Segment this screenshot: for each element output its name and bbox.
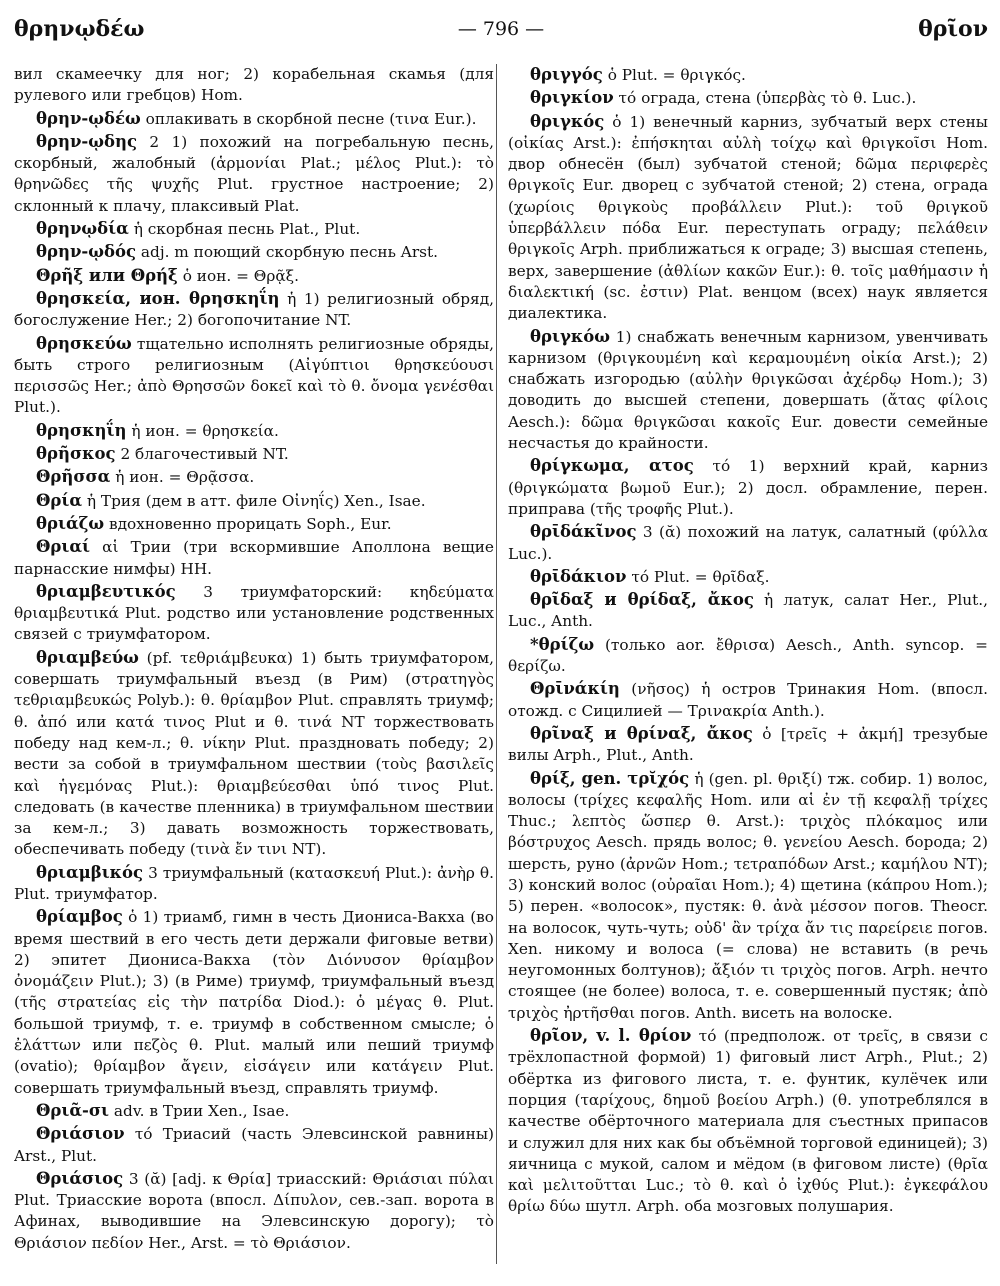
entry-headword: Θριάσιον <box>36 1124 125 1144</box>
dictionary-entry <box>14 443 494 465</box>
dictionary-entry <box>14 513 494 535</box>
dictionary-entry <box>14 1123 494 1167</box>
dictionary-entry <box>508 326 988 455</box>
dictionary-entry <box>508 455 988 520</box>
entry-headword: θριγκόω <box>530 326 610 346</box>
dictionary-entry <box>508 768 988 1025</box>
dictionary-entry <box>508 64 988 86</box>
entry-headword: Θριαί <box>36 537 91 557</box>
entry-headword: θριαμβευτικός <box>36 581 176 601</box>
dictionary-entry <box>14 420 494 442</box>
entry-text: ὁ 1) венечный карниз, зубчатый верх стены (οἰκίας Arst.): ἐπήσκηται αὐλὴ τοίχῳ καὶ θριγκοῖσι Hom. двор обнесён (был) зубчатой стеной; δῶμα περιφερὲς θριγκοῖς Eur. дворец с зубчатой стеной; 2) стена, ограда (χωρίοις θριγκοὺς προβάλλειν Plut.): τοῦ θριγκοῦ ὑπερβάλλειν πόδα Eur. переступать ограду; πελάθειν θριγκοῖς Arph. приближаться к ограде; 3) высшая степень, верх, завершение (ἀθλίων κακῶν Eur.): θ. τοῖς μαθήμασιν ἡ διαλεκτική (sc. ἐστιν) Plat. венцом (всех) наук является диалектика. <box>508 112 988 323</box>
entry-text: вдохновенно прорицать Soph., Eur. <box>109 514 392 533</box>
entry-text: ἡ ион. = Θρᾷσσα. <box>115 468 255 487</box>
dictionary-entry <box>14 1168 494 1254</box>
dictionary-entry <box>14 647 494 861</box>
entry-text: τό Триасий (часть Элевсинской равнины) Arst., Plut. <box>14 1125 494 1165</box>
entry-text: 3 (ᾰ) [adj. к Θρία] триасский: Θριάσιαι πύλαι Plut. Триасские ворота (впосл. Δίπυλον, сев.-зап. ворота в Афинах, выводившие на Элевсинскую дорогу); τὸ Θριάσιον πεδίον Her., Arst. = τὸ Θριάσιον. <box>14 1169 494 1252</box>
entry-text: оплакивать в скорбной песне (τινα Eur.). <box>145 109 477 128</box>
entry-headword: θρηνῳδία <box>36 219 129 239</box>
entry-text: adj. m поющий скорбную песнь Arst. <box>140 243 439 262</box>
entry-headword: θρῖναξ и θρίναξ, ἄκος <box>530 723 753 743</box>
dictionary-entry <box>14 536 494 580</box>
entry-text: ἡ (gen. pl. θριξί) тж. собир. 1) волос, волосы (τρίχες κεφαλῆς Hom. или αἱ ἐν τῇ κεφαλῇ τρίχες Thuc.; λεπτὸς ὥσπερ θ. Arst.): τριχὸς πλόκαμος или βόστρυχος Aesch. прядь волос; θ. γενείου Aesch. борода; 2) шерсть, руно (ἀρνῶν Hom.; τετραπόδων Arst.; καμήλου NT); 3) конский волос (οὐραῖαι Hom.); 4) щетина (κάπρου Hom.); 5) перен. «волосок», пустяк: θ. ἀνὰ μέσσον погов. Theocr. на волосок, чуть-чуть; οὐδ' ἂν τρίχα ἄν τις παρείρειε погов. Xen. никому и волоса (= слова) не вставить (в речь неугомонных болтунов); ἄξιόν τι τριχὸς погов. Arph. нечто стоящее (не более) волоса, т. е. совершенный пустяк; ἀπὸ τριχὸς ἠρτῆσθαι погов. Anth. висеть на волоске. <box>508 769 988 1022</box>
entry-text: ὁ [τρεῖς + ἀκμή] трезубые вилы Arph., Plut., Anth. <box>508 724 988 765</box>
dictionary-entry <box>14 333 494 419</box>
entry-text: 3 триумфаторский: κηδεύματα θριαμβευτικά Plut. родство или установление родственных связей с триумфатором. <box>14 582 494 644</box>
entry-headword: θριάζω <box>36 513 105 533</box>
entry-text: 3 (ᾰ) похожий на латук, салатный (φύλλα Luc.). <box>508 523 988 563</box>
dictionary-entry <box>508 521 988 565</box>
entry-headword: θρίγκωμα, ατος <box>530 456 694 476</box>
entry-headword: Θριᾶ-σι <box>36 1100 110 1120</box>
entry-headword: Θρῆσσα <box>36 467 111 487</box>
dictionary-entry <box>14 265 494 287</box>
dictionary-entry <box>508 111 988 325</box>
running-head-left: θρηνῳδέω <box>14 16 145 42</box>
dictionary-entry <box>14 466 494 488</box>
entry-headword: θρῑδάκιον <box>530 566 627 586</box>
entry-headword: θρῖον, v. l. θρίον <box>530 1026 692 1046</box>
entry-text: тщательно исполнять религиозные обряды, быть строго религиозным (Αἰγύπτιοι θρησκεύουσι περισσῶς Her.; ἀπὸ Θρησσῶν δοκεῖ καὶ τὸ θ. ὄνομα γενέσθαι Plut.). <box>14 334 494 417</box>
entry-text: ἡ 1) религиозный обряд, богослужение Her.; 2) богопочитание NT. <box>14 289 494 330</box>
dictionary-entry <box>508 634 988 678</box>
entry-text: (νῆσος) ἡ остров Тринакия Hom. (впосл. отожд. с Сицилией — Τρινακρία Anth.). <box>508 680 988 720</box>
dictionary-entry <box>508 678 988 722</box>
entry-headword: θρίξ, gen. τρῐχός <box>530 768 690 788</box>
dictionary-entry <box>14 131 494 217</box>
entry-headword: θριαμβικός <box>36 862 144 882</box>
entry-text: ὁ Plut. = θριγκός. <box>607 66 746 84</box>
entry-headword: θριγκός <box>530 111 605 131</box>
running-head-right: θρῖον <box>918 16 988 42</box>
entry-headword: θρην-ῳδέω <box>36 108 141 128</box>
entry-headword: θρῑδάκῖνος <box>530 522 637 542</box>
entry-headword: θρῖδαξ и θρίδαξ, ἄκος <box>530 590 754 610</box>
entry-headword: θρίαμβος <box>36 907 123 927</box>
dictionary-entry <box>14 241 494 263</box>
entry-text: ἡ Трия (дем в атт. филе Οἰνηΐς) Xen., Isae. <box>86 491 426 510</box>
entry-text: 2 1) похожий на погребальную песнь, скорбный, жалобный (ἁρμονίαι Plat.; μέλος Plut.): τὸ θρηνῶδες τῆς ψυχῆς Plut. грустное настроение; 2) склонный к плачу, плаксивый Plat. <box>14 132 494 215</box>
entry-text: adv. в Трии Xen., Isae. <box>113 1101 290 1120</box>
dictionary-entry <box>14 862 494 906</box>
dictionary-entry <box>508 589 988 633</box>
entry-text: τό (предполож. от τρεῖς, в связи с трёхлопастной формой) 1) фиговый лист Arph., Plut.; 2) обёртка из фигового листа, т. е. фунтик, кулёчек или порция (ταρίχους, δημοῦ βοείου Arph.) (θ. употреблялся в качестве обёрточного материала для съестных припасов и служил для них как бы объёмной торговой единицей); 3) яичница с мукой, салом и мёдом (в фиговом листе) (θρῖα καὶ μελιτοῦτται Luc.; τὸ θ. καὶ ὁ ἰχθύς Plut.): ἐγκεφάλου θρίω δύω шутл. Arph. оба мозговых полушария. <box>508 1027 988 1216</box>
entry-text: τό Plut. = θρῖδαξ. <box>631 567 770 586</box>
right-column <box>508 64 988 1276</box>
entry-text: τό 1) верхний край, карниз (θριγκώματα βωμοῦ Eur.); 2) досл. обрамление, перен. приправа (τῆς τροφῆς Plut.). <box>508 457 988 518</box>
entry-text: ἡ латук, салат Her., Plut., Luc., Anth. <box>508 591 988 631</box>
entry-text: (pf. τεθριάμβευκα) 1) быть триумфатором, совершать триумфальный въезд (в Рим) (στρατηγὸς τεθριαμβευκώς Polyb.): θ. θρίαμβον Plut. справлять триумф; θ. ἀπό или κατά τινος Plut и θ. τινά NT торжествовать победу над кем-л.; θ. νίκην Plut. праздновать победу; 2) вести за собой в триумфальном шествии (τοὺς βασιλεῖς καὶ ἡγεμόνας Plut.): θριαμβεύεσθαι ὑπό τινος Plut. следовать (в качестве пленника) в триумфальном шествии за кем-л.; 3) давать возможность торжествовать, обеспечивать победу (τινὰ ἔν τινι NT). <box>14 648 494 859</box>
dictionary-entry <box>14 108 494 130</box>
entry-text: 3 триумфальный (κατασκευή Plut.): ἀνὴρ θ. Plut. триумфатор. <box>14 863 494 903</box>
page-number: — 796 — <box>457 18 545 40</box>
entry-headword: θριγκίον <box>530 88 614 108</box>
entry-text: ἡ скорбная песнь Plat., Plut. <box>133 220 361 239</box>
entry-headword: Θρία <box>36 490 83 510</box>
left-column <box>14 64 494 1276</box>
dictionary-entry <box>14 490 494 512</box>
entry-text: 2 благочестивый NT. <box>120 445 289 464</box>
dictionary-entry <box>508 1025 988 1218</box>
entry-text: τό ограда, стена (ὑπερβὰς τὸ θ. Luc.). <box>618 89 917 108</box>
entry-text: вил скамеечку для ног; 2) корабельная скамья (для рулевого или гребцов) Hom. <box>14 65 494 105</box>
entry-text: ὁ 1) триамб, гимн в честь Диониса-Вакха (во время шествий в его честь дети держали фиговые ветви) 2) эпитет Диониса-Вакха (τὸν Διόνυσον θρίαμβον ὀνομάζειν Plut.); 3) (в Риме) триумф, триумфальный въезд (τῆς στρατείας εἰς τὴν πατρίδα Diod.): ὁ μέγας θ. Plut. большой триумф, т. е. триумф в собственном смысле; ὁ ἐλάττων или πεζὸς θ. Plut. малый или пеший триумф (ovatio); θρίαμβον ἄγειν, εἰσάγειν или κατάγειν Plut. совершать триумфальный въезд, справлять триумф. <box>14 908 494 1097</box>
entry-text: ὁ ион. = Θρᾷξ. <box>182 266 299 285</box>
entry-headword: θρην-ῳδης <box>36 131 138 151</box>
entry-headword: Θρῆξ или Θρήξ <box>36 265 178 285</box>
entry-text: (только aor. ἔθρισα) Aesch., Anth. syncop. = θερίζω. <box>508 635 988 676</box>
dictionary-entry <box>14 1100 494 1122</box>
entry-headword: θρῆσκος <box>36 444 116 464</box>
dictionary-entry <box>508 723 988 767</box>
dictionary-entry <box>14 64 494 107</box>
entry-headword: Θρῑνάκίη <box>530 679 620 699</box>
entry-headword: *θρίζω <box>530 634 595 654</box>
entry-text: αἱ Трии (три вскормившие Аполлона вещие парнасские нимфы) HH. <box>14 538 494 578</box>
dictionary-entry <box>14 218 494 240</box>
entry-headword: θριαμβεύω <box>36 647 139 667</box>
entry-text: 1) снабжать венечным карнизом, увенчивать карнизом (θριγκουμένη καὶ κεραμουμένη οἰκία Arst.); 2) снабжать изгородью (αὐλὴν θριγκῶσαι ἀχέρδῳ Hom.); 3) доводить до высшей степени, довершать (ἄτας φίλοις Aesch.): δῶμα θριγκῶσαι κακοῖς Eur. довести семейные несчастья до крайности. <box>508 327 988 453</box>
entry-headword: θριγγός <box>530 65 603 84</box>
entry-headword: θρην-ῳδός <box>36 242 137 262</box>
column-divider <box>496 64 497 1264</box>
entry-headword: θρησκεύω <box>36 333 132 353</box>
dictionary-entry <box>14 288 494 332</box>
dictionary-entry <box>508 566 988 588</box>
entry-headword: θρησκεία, ион. θρησκηΐη <box>36 288 280 308</box>
dictionary-entry <box>14 906 494 1099</box>
entry-headword: θρησκηΐη <box>36 420 127 440</box>
entry-headword: Θριάσιος <box>36 1168 124 1188</box>
dictionary-entry <box>14 581 494 646</box>
dictionary-entry <box>508 87 988 109</box>
entry-text: ἡ ион. = θρησκεία. <box>131 421 279 440</box>
page-header <box>14 14 988 50</box>
